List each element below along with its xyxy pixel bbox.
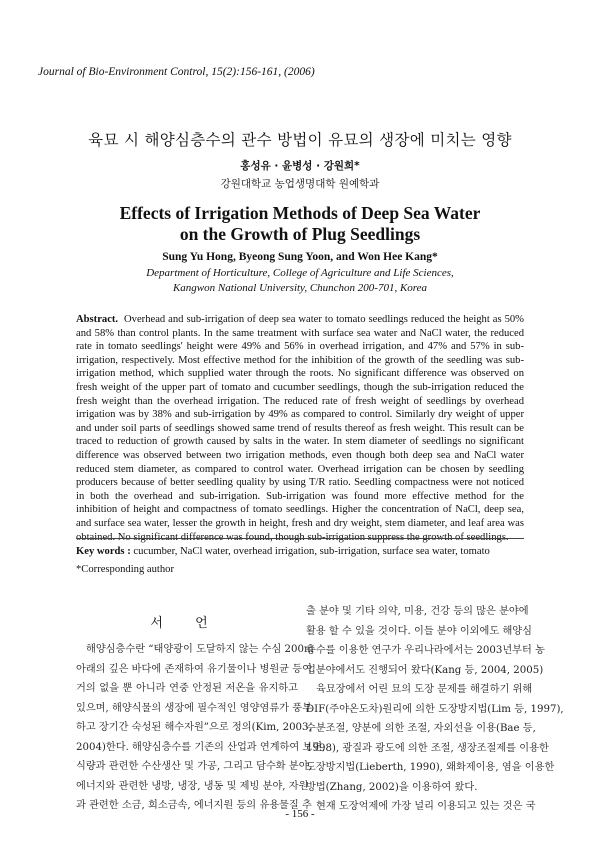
body-right-column <box>306 602 564 817</box>
corresponding-author-note: *Corresponding author <box>76 564 174 575</box>
keywords-divider-top <box>76 538 524 539</box>
right-line: 층수를 이용한 연구가 우리나라에서는 2003년부터 농 <box>306 645 545 656</box>
keywords <box>76 546 536 557</box>
right-line: 현재 도장억제에 가장 널리 이용되고 있는 것은 국 <box>316 801 536 812</box>
right-line: DIF(주야온도차)원리에 의한 도장방지법(Lim 등, 1997), <box>306 703 564 715</box>
abstract-text: Overhead and sub-irrigation of deep sea water to tomato seedlings reduced the height as 50% and 58% than control plants. In the same treatment with surface sea water and NaCl water, the reduced rate in tomato seedlings' height were 49% and 56% in overhead irrigation, and 47% and 57% in sub-irrigation, respectively. Most effective method for the inhibition of the growth of the seedling was sub-irrigation method, which supplied water through the roots. No significant difference was observed on fresh weight of the upper part of tomato and cucumber seedlings, though the sub-irrigation reduced the fresh weight than the overhead irrigation. The reduced rate of fresh weight of seedlings by overhead irrigation was by 38% and sub-irrigation by 49% as compared to control. Similarly dry weight of upper and under soil parts of seedlings showed same trend of results thereof as fresh weight. This result can be traced to reduction of growth caused by salts in the water. In stem diameter of seedlings no significant difference was observed between two irrigation methods, even though both deep sea and NaCl water reduced stem diameter, as compared to control water. Overhead irrigation can be chosen by seedling producers because of better seedling quality by using T/R ratio. Seedling compactness were not noticed in both the overhead and sub-irrigation. Sub-irrigation was found more effective method for the inhibition of height and compactness of tomato seedlings. Higher the concentration of NaCl, deep sea, and surface sea water, lesser the growth in height, fresh and dry weight, stem diameter, and leaf area was obtained. No significant difference was found, though sub-irrigation suppress the growth of seedlings. <box>76 314 524 543</box>
english-authors: Sung Yu Hong, Byeong Sung Yoon, and Won Hee Kang* <box>162 251 438 263</box>
left-line: 하고 장기간 숙성된 해수자원”으로 정의(Kim, 2003, <box>76 722 312 733</box>
left-line: 에너지와 관련한 냉방, 냉장, 냉동 및 제빙 분야, 자원 <box>76 780 309 792</box>
abstract <box>76 313 524 544</box>
left-line: 2004)한다. 해양심층수를 기존의 산업과 연계하여 보면, <box>76 741 326 753</box>
korean-authors: 홍성유 · 윤병성 · 강원희* <box>240 160 360 172</box>
section-heading-introduction: 서 언 <box>150 616 222 631</box>
english-affiliation <box>0 266 600 295</box>
left-line: 있으며, 해양식물의 생장에 필수적인 영양염류가 풍부 <box>76 702 312 714</box>
keywords-text: cucumber, NaCl water, overhead irrigation, sub-irrigation, surface sea water, tomato <box>133 546 490 557</box>
right-line: 출 분야 및 기타 의약, 미용, 건강 등의 많은 분야에 <box>306 606 529 617</box>
right-line: 활용 할 수 있을 것이다. 이들 분야 이외에도 해양심 <box>306 625 532 637</box>
page-number: - 156 - <box>285 808 315 820</box>
journal-header: Journal of Bio-Environment Control, 15(2):156-161, (2006) <box>38 66 315 78</box>
left-line: 과 관련한 소금, 희소금속, 에너지원 등의 유용물질 추 <box>76 800 312 811</box>
english-affiliation-line1: Department of Horticulture, College of Agriculture and Life Sciences, <box>146 267 454 279</box>
right-line: 업분야에서도 진행되어 왔다(Kang 등, 2004, 2005) <box>306 664 544 676</box>
right-line: 방법(Zhang, 2002)을 이용하여 왔다. <box>306 781 478 793</box>
korean-affiliation: 강원대학교 농업생명대학 원예학과 <box>220 178 380 190</box>
korean-title: 육묘 시 해양심층수의 관수 방법이 유묘의 생장에 미치는 영향 <box>88 131 512 149</box>
keywords-label: Key words : <box>76 546 131 557</box>
english-title-line2: on the Growth of Plug Seedlings <box>179 224 421 244</box>
english-title <box>0 203 600 245</box>
abstract-label: Abstract. <box>76 314 119 325</box>
english-title-line1: Effects of Irrigation Methods of Deep Sea Water <box>119 203 481 223</box>
left-line: 거의 없을 뿐 아니라 연중 안정된 저온을 유지하고 <box>76 683 298 694</box>
right-line: 육묘장에서 어린 묘의 도장 문제를 해결하기 위해 <box>316 684 533 695</box>
english-affiliation-line2: Kangwon National University, Chunchon 200-701, Korea <box>172 281 428 294</box>
left-line: 아래의 깊은 바다에 존재하여 유기물이나 병원균 등이 <box>76 663 312 675</box>
right-line: 도장방지법(Lieberth, 1990), 왜화제이용, 염을 이용한 <box>306 762 555 773</box>
right-line: 수분조절, 양분에 의한 조절, 자외선을 이용(Bae 등, <box>306 723 536 734</box>
right-line: 1998), 광질과 광도에 의한 조절, 생장조절제를 이용한 <box>306 742 549 754</box>
left-line: 해양심층수란 “태양광이 도달하지 않는 수심 200m <box>86 644 314 655</box>
left-line: 식량과 관련한 수산생산 및 가공, 그리고 담수화 분야, <box>76 761 312 772</box>
